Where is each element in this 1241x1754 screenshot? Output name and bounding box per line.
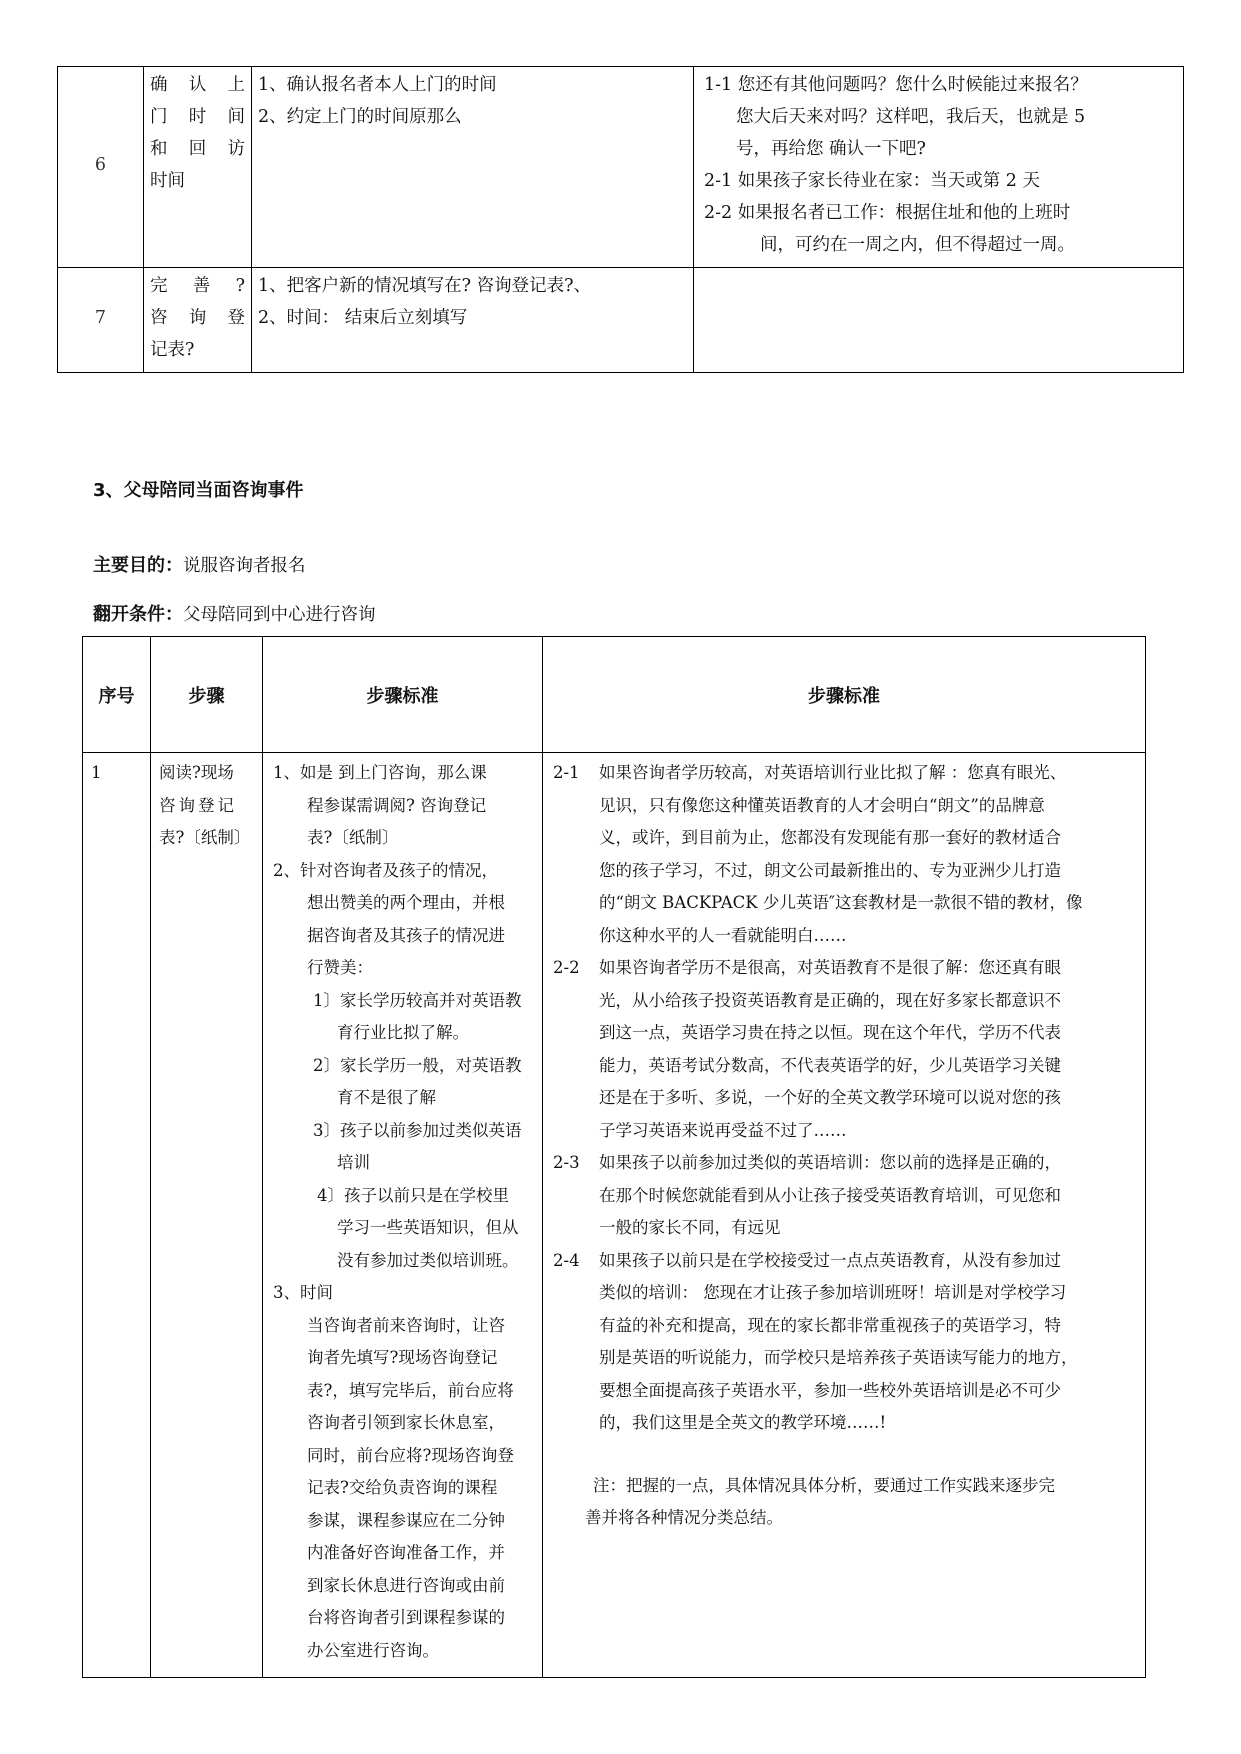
top-table	[57, 66, 1184, 373]
script-line: 在那个时候您就能看到从小让孩子接受英语教育培训，可见您和	[599, 1185, 1061, 1205]
header-step: 步骤	[151, 637, 263, 753]
header-standard: 步骤标准	[263, 637, 543, 753]
standard-line: 想出赞美的两个理由，并根	[307, 893, 505, 912]
script-label: 2-2	[553, 958, 580, 977]
header-number: 序号	[83, 637, 151, 753]
script-cell	[543, 753, 1146, 1678]
script-item	[553, 1147, 1139, 1245]
script-line: 类似的培训： 您现在才让孩子参加培训班呀！培训是对学校学习	[599, 1283, 1067, 1302]
script-line: 如果咨询者学历不是很高，对英语教育不是很了解：您还真有眼	[599, 958, 1061, 977]
script-line: 如果咨询者学历较高，对英语培训行业比拟了解 ：您真有眼光、	[599, 763, 1067, 782]
step-line: 门 时 间	[150, 107, 245, 127]
standard-line: 办公室进行咨询。	[307, 1640, 439, 1660]
table-header-row	[83, 637, 1146, 753]
standard-line: 表?〔纸制〕	[307, 828, 399, 847]
standard-line: 台将咨询者引到课程参谋的	[307, 1608, 505, 1627]
standard-line: 当咨询者前来咨询时，让咨	[307, 1315, 505, 1335]
step-line: 和 回 访	[150, 139, 245, 159]
consult-table	[82, 636, 1146, 1678]
script-line: 见识，只有像您这种懂英语教育的人才会明白“朗文”的品牌意	[599, 795, 1045, 815]
script-line: 义，或许，到目前为止，您都没有发现能有那一套好的教材适合	[599, 828, 1061, 847]
standard-line: 程参谋需调阅? 咨询登记	[307, 795, 487, 815]
header-script: 步骤标准	[543, 637, 1146, 753]
purpose-label: 主要目的：	[93, 555, 183, 576]
script-line: 您的孩子学习，不过，朗文公司最新推出的、专为亚洲少儿打造	[599, 860, 1061, 880]
condition-label: 翻开条件：	[93, 604, 183, 625]
subitem-line: 育不是很了解	[337, 1088, 436, 1107]
script-line: 号，再给您 确认一下吧?	[736, 139, 926, 159]
script-cell	[694, 67, 1184, 268]
script-line: 您大后天来对吗？这样吧，我后天，也就是 5	[736, 107, 1086, 127]
step-cell	[144, 268, 252, 373]
script-line: 有益的补充和提高，现在的家长都非常重视孩子的英语学习，特	[599, 1315, 1061, 1335]
step-line: 完 善 ?	[150, 276, 245, 296]
note	[553, 1470, 1139, 1535]
standard-line: 内准备好咨询准备工作，并	[307, 1543, 505, 1562]
standard-line: 3、时间	[273, 1283, 333, 1302]
script-line: 如果孩子以前参加过类似的英语培训：您以前的选择是正确的，	[599, 1153, 1061, 1172]
subitem-line: 学习一些英语知识，但从	[337, 1218, 519, 1237]
script-line: 还是在于多听、多说，一个好的全英文教学环境可以说对您的孩	[599, 1088, 1061, 1107]
subitem-line: 3〕孩子以前参加过类似英语	[313, 1120, 522, 1140]
standard-line: 2、针对咨询者及孩子的情况，	[273, 860, 498, 880]
standard-line: 1、确认报名者本人上门的时间	[258, 75, 497, 95]
standard-line: 同时，前台应将?现场咨询登	[307, 1445, 514, 1465]
step-line: 时间	[150, 171, 185, 191]
script-cell	[694, 268, 1184, 373]
standard-line: 到家长休息进行咨询或由前	[307, 1575, 505, 1595]
script-line: 2-1 如果孩子家长待业在家：当天或第 2 天	[704, 171, 1041, 191]
standard-line: 行赞美：	[307, 958, 373, 977]
script-line: 如果孩子以前只是在学校接受过一点点英语教育，从没有参加过	[599, 1250, 1061, 1270]
step-line: 咨 询 登	[150, 308, 245, 328]
note-line: 善并将各种情况分类总结。	[585, 1508, 783, 1527]
script-line: 间，可约在一周之内，但不得超过一周。	[760, 235, 1075, 255]
standard-line: 表?，填写完毕后，前台应将	[307, 1380, 514, 1400]
row-number: 6	[58, 67, 144, 268]
script-line: 子学习英语来说再受益不过了……	[599, 1120, 847, 1140]
subitem-line: 2〕家长学历一般，对英语教	[313, 1055, 522, 1075]
script-label: 2-1	[553, 763, 580, 782]
step-line: 阅读?现场	[159, 763, 234, 782]
script-item	[553, 757, 1139, 952]
condition-text: 父母陪同到中心进行咨询	[183, 605, 376, 625]
script-line: 的，我们这里是全英文的教学环境……!	[599, 1413, 887, 1432]
purpose-text: 说服咨询者报名	[183, 556, 306, 576]
standard-line: 记表?交给负责咨询的课程	[307, 1478, 498, 1497]
standard-line: 咨询者引领到家长休息室，	[307, 1413, 505, 1432]
script-item	[553, 952, 1139, 1147]
step-cell	[144, 67, 252, 268]
standard-cell	[263, 753, 543, 1678]
standard-cell	[252, 67, 694, 268]
section-title: 3、父母陪同当面咨询事件	[93, 480, 304, 501]
script-label: 2-3	[553, 1153, 580, 1172]
purpose-line	[93, 551, 306, 577]
step-line: 表?〔纸制〕	[159, 828, 251, 847]
table-row	[58, 67, 1184, 268]
step-cell	[151, 753, 263, 1678]
script-label: 2-4	[553, 1250, 580, 1270]
script-line: 到这一点，英语学习贵在持之以恒。现在这个年代，学历不代表	[599, 1023, 1061, 1042]
standard-line: 询者先填写?现场咨询登记	[307, 1348, 498, 1367]
script-line: 一般的家长不同，有远见	[599, 1218, 781, 1237]
subitem-line: 1〕家长学历较高并对英语教	[313, 990, 522, 1010]
table-row	[83, 753, 1146, 1678]
standard-line: 1、如是 到上门咨询，那么课	[273, 763, 487, 782]
script-line: 2-2 如果报名者已工作：根据住址和他的上班时	[704, 203, 1071, 223]
row-number: 7	[58, 268, 144, 373]
standard-line: 据咨询者及其孩子的情况进	[307, 925, 505, 945]
script-line: 光，从小给孩子投资英语教育是正确的，现在好多家长都意识不	[599, 990, 1061, 1010]
script-item	[553, 1245, 1139, 1440]
script-line: 能力，英语考试分数高，不代表英语学的好，少儿英语学习关键	[599, 1055, 1061, 1075]
condition-line	[93, 600, 376, 626]
standard-line: 参谋，课程参谋应在二分钟	[307, 1510, 505, 1530]
step-line: 记表?	[150, 340, 195, 360]
subitem-line: 没有参加过类似培训班。	[337, 1250, 519, 1270]
note-line: 注：把握的一点，具体情况具体分析，要通过工作实践来逐步完	[593, 1475, 1055, 1495]
script-line: 别是英语的听说能力，而学校只是培养孩子英语读写能力的地方，	[599, 1348, 1078, 1367]
subitem-line: 培训	[337, 1153, 370, 1172]
row-number: 1	[83, 753, 151, 1678]
table-row	[58, 268, 1184, 373]
standard-cell	[252, 268, 694, 373]
script-line: 你这种水平的人一看就能明白……	[599, 925, 847, 945]
step-line: 咨询登记	[159, 795, 237, 815]
standard-line: 1、把客户新的情况填写在? 咨询登记表?、	[258, 276, 591, 296]
script-line: 要想全面提高孩子英语水平，参加一些校外英语培训是必不可少	[599, 1380, 1061, 1400]
step-line: 确 认 上	[150, 75, 245, 95]
standard-line: 2、约定上门的时间原那么	[258, 107, 462, 127]
subitem-line: 4〕孩子以前只是在学校里	[317, 1185, 509, 1205]
script-line: 的“朗文 BACKPACK 少儿英语″这套教材是一款很不错的教材，像	[599, 893, 1083, 912]
standard-line: 2、时间： 结束后立刻填写	[258, 308, 468, 328]
script-line: 1-1 您还有其他问题吗？您什么时候能过来报名？	[704, 75, 1088, 95]
subitem-line: 育行业比拟了解。	[337, 1023, 469, 1042]
